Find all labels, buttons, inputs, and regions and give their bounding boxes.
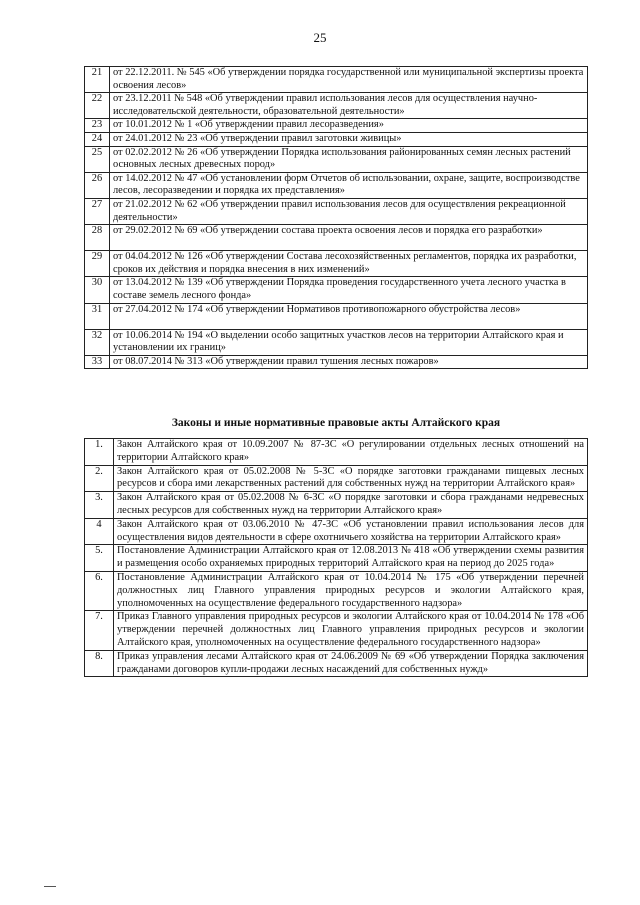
row-number: 21 <box>85 67 110 93</box>
row-text: от 22.12.2011. № 545 «Об утверждении порядка государственной или муниципальной экспертизы проекта освоения лесов» <box>110 67 588 93</box>
row-number: 22 <box>85 93 110 119</box>
section-title: Законы и иные нормативные правовые акты Алтайского края <box>171 417 501 429</box>
table-row <box>85 146 588 172</box>
table-row <box>85 518 588 545</box>
row-number: 7. <box>85 611 114 650</box>
table-row <box>85 492 588 519</box>
row-number: 24 <box>85 132 110 146</box>
row-number: 1. <box>85 439 114 466</box>
row-number: 28 <box>85 225 110 251</box>
row-number: 29 <box>85 251 110 277</box>
row-number: 23 <box>85 119 110 133</box>
table-row <box>85 303 588 329</box>
page-number: 25 <box>313 30 327 45</box>
table-row <box>85 355 588 369</box>
table-row <box>85 225 588 251</box>
row-text: от 21.02.2012 № 62 «Об утверждении правил использования лесов для осуществления рекреационной деятельности» <box>110 198 588 224</box>
row-text: от 02.02.2012 № 26 «Об утверждении Порядка использования районированных семян лесных растений основных лесных древесных пород» <box>110 146 588 172</box>
orders-table <box>84 66 588 369</box>
row-number: 25 <box>85 146 110 172</box>
row-text: Закон Алтайского края от 05.02.2008 № 5-ЗС «О порядке заготовки гражданами пищевых лесных ресурсов и сбора ими лекарственных растений для собственных нужд на территории Алтайского края» <box>114 465 588 492</box>
table-row <box>85 571 588 610</box>
row-number: 26 <box>85 172 110 198</box>
row-number: 3. <box>85 492 114 519</box>
row-text: от 13.04.2012 № 139 «Об утверждении Порядка проведения государственного учета лесного участка в составе земель лесного фонда» <box>110 277 588 303</box>
row-text: от 10.06.2014 № 194 «О выделении особо защитных участков лесов на территории Алтайского края и установлении их границ» <box>110 329 588 355</box>
table-row <box>85 119 588 133</box>
row-text: Постановление Администрации Алтайского края от 10.04.2014 № 175 «Об утверждении перечней должностных лиц Главного управления природных ресурсов и экологии Алтайского края, уполномоченных на осуществление федерального государственного надзора» <box>114 571 588 610</box>
table-row <box>85 611 588 650</box>
row-number: 6. <box>85 571 114 610</box>
table-row <box>85 198 588 224</box>
row-number: 31 <box>85 303 110 329</box>
table-row <box>85 465 588 492</box>
row-number: 30 <box>85 277 110 303</box>
table-row <box>85 67 588 93</box>
row-text: от 27.04.2012 № 174 «Об утверждении Нормативов противопожарного обустройства лесов» <box>110 303 588 329</box>
row-text: от 23.12.2011 № 548 «Об утверждении правил использования лесов для осуществления научно-исследовательской деятельности, образовательной деятельности» <box>110 93 588 119</box>
row-text: Постановление Администрации Алтайского края от 12.08.2013 № 418 «Об утверждении схемы развития и размещения особо охраняемых природных территорий Алтайского края на период до 2025 года» <box>114 545 588 572</box>
row-text: от 14.02.2012 № 47 «Об установлении форм Отчетов об использовании, охране, защите, воспроизводстве лесов, лесоразведении и порядка их представления» <box>110 172 588 198</box>
table-row <box>85 439 588 466</box>
row-text: от 10.01.2012 № 1 «Об утверждении правил лесоразведения» <box>110 119 588 133</box>
row-text: от 29.02.2012 № 69 «Об утверждении состава проекта освоения лесов и порядка его разработки» <box>110 225 588 251</box>
row-number: 8. <box>85 650 114 677</box>
table-row <box>85 545 588 572</box>
row-text: Приказ управления лесами Алтайского края от 24.06.2009 № 69 «Об утверждении Порядка заключения гражданами договоров купли-продажи лесных насаждений для собственных нужд» <box>114 650 588 677</box>
laws-table <box>84 438 588 677</box>
row-text: Закон Алтайского края от 05.02.2008 № 6-ЗС «О порядке заготовки и сбора гражданами недревесных лесных ресурсов для собственных нужд на территории Алтайского края» <box>114 492 588 519</box>
row-number: 27 <box>85 198 110 224</box>
row-number: 32 <box>85 329 110 355</box>
row-text: от 04.04.2012 № 126 «Об утверждении Состава лесохозяйственных регламентов, порядка их разработки, сроков их действия и порядка внесения в них изменений» <box>110 251 588 277</box>
table-row <box>85 172 588 198</box>
table-row <box>85 251 588 277</box>
table-row <box>85 93 588 119</box>
row-text: Закон Алтайского края от 10.09.2007 № 87-ЗС «О регулировании отдельных лесных отношений на территории Алтайского края» <box>114 439 588 466</box>
row-text: от 08.07.2014 № 313 «Об утверждении правил тушения лесных пожаров» <box>110 355 588 369</box>
row-number: 2. <box>85 465 114 492</box>
table-row <box>85 277 588 303</box>
table-row <box>85 132 588 146</box>
table-row <box>85 329 588 355</box>
row-number: 33 <box>85 355 110 369</box>
row-number: 5. <box>85 545 114 572</box>
row-text: Закон Алтайского края от 03.06.2010 № 47-ЗС «Об установлении правил использования лесов для осуществления видов деятельности в сфере охотничьего хозяйства на территории Алтайского края» <box>114 518 588 545</box>
scan-mark <box>44 886 56 887</box>
row-text: Приказ Главного управления природных ресурсов и экологии Алтайского края от 10.04.2014 № 178 «Об утверждении перечней должностных лиц Главного управления природных ресурсов и экологии Алтайского края, уполномоченных на осуществление федерального государственного надзора» <box>114 611 588 650</box>
row-text: от 24.01.2012 № 23 «Об утверждении правил заготовки живицы» <box>110 132 588 146</box>
table-row <box>85 650 588 677</box>
row-number: 4 <box>85 518 114 545</box>
